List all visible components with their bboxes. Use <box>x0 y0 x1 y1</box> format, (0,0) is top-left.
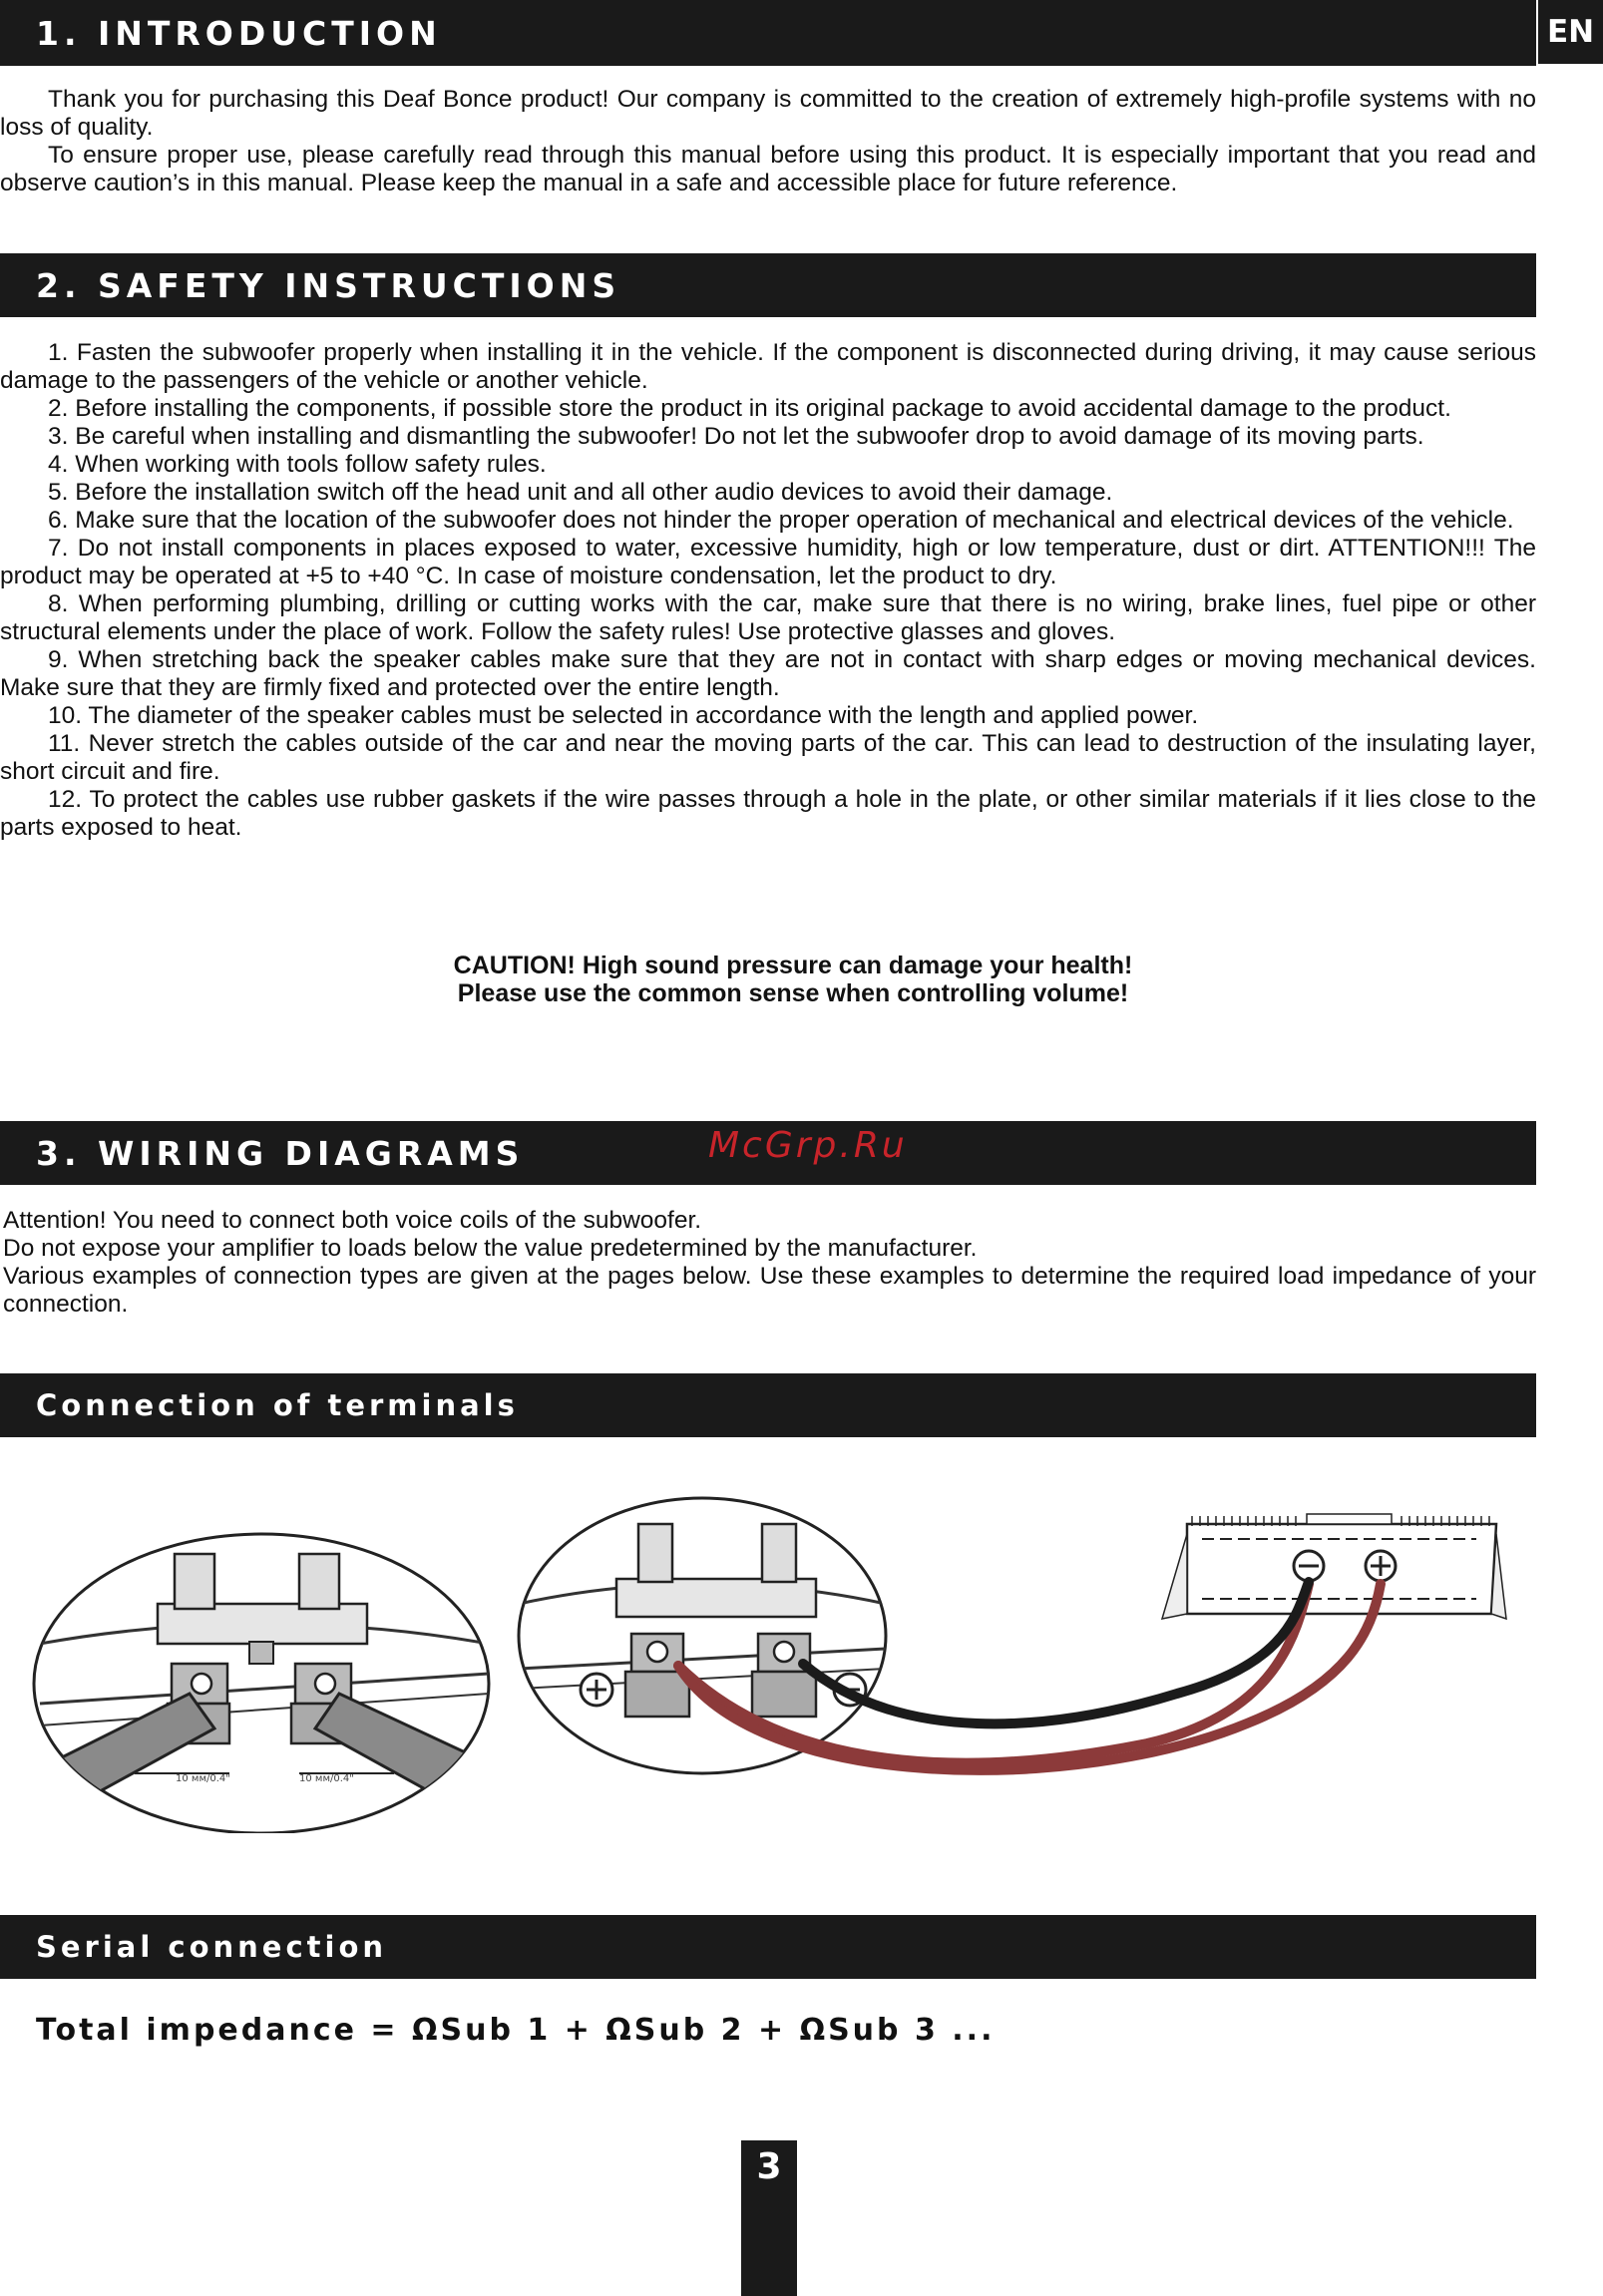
safety-item: 9. When stretching back the speaker cables make sure that they are not in contact with sharp edges or moving mechanical devices. Make sure that they are firmly fixed and protected over the entire length. <box>0 646 1536 701</box>
wiring-line: Various examples of connection types are given at the pages below. Use these examples to determine the required load impedance of your connection. <box>3 1263 1536 1318</box>
section-title: 1. INTRODUCTION <box>36 13 442 53</box>
section-header-terminals <box>0 1373 1536 1437</box>
impedance-formula: Total impedance = ΩSub 1 + ΩSub 2 + ΩSub 3 ... <box>36 2013 996 2048</box>
safety-item: 2. Before installing the components, if possible store the product in its original package to avoid accidental damage to the product. <box>48 395 1451 422</box>
caution-line: CAUTION! High sound pressure can damage your health! <box>453 952 1133 979</box>
intro-paragraph: Thank you for purchasing this Deaf Bonce product! Our company is committed to the creation of extremely high-profile systems with no loss of quality. <box>0 86 1536 141</box>
section-header-introduction <box>0 0 1536 66</box>
section-title: 2. SAFETY INSTRUCTIONS <box>36 265 621 305</box>
strip-length-label: 10 мм/0.4" <box>299 1773 354 1784</box>
safety-item: 7. Do not install components in places exposed to water, excessive humidity, high or low temperature, dust or dirt. ATTENTION!!! The product may be operated at +5 to +40 °C. In case of moisture condensation, let the product to dry. <box>0 535 1536 589</box>
safety-item: 12. To protect the cables use rubber gaskets if the wire passes through a hole in the plate, or other similar materials if it lies close to the parts exposed to heat. <box>0 786 1536 841</box>
inset-terminals <box>519 1498 886 1773</box>
watermark: McGrp.Ru <box>708 1125 908 1166</box>
safety-item: 11. Never stretch the cables outside of the car and near the moving parts of the car. This can lead to destruction of the insulating layer, short circuit and fire. <box>0 730 1536 785</box>
page-number: 3 <box>741 2140 797 2296</box>
wiring-line: Do not expose your amplifier to loads below the value predetermined by the manufacturer. <box>3 1235 978 1262</box>
strip-length-label: 10 мм/0.4" <box>176 1773 230 1784</box>
caution-line: Please use the common sense when controlling volume! <box>457 979 1129 1007</box>
section-title: Serial connection <box>36 1930 388 1964</box>
section-title: Connection of terminals <box>36 1388 519 1422</box>
safety-item: 6. Make sure that the location of the subwoofer does not hinder the proper operation of mechanical and electrical devices of the vehicle. <box>48 507 1514 534</box>
safety-item: 4. When working with tools follow safety rules. <box>48 451 547 478</box>
amplifier <box>1162 1514 1506 1619</box>
caution-notice <box>0 952 1586 1007</box>
safety-item: 5. Before the installation switch off the head unit and all other audio devices to avoid their damage. <box>48 479 1113 506</box>
section-title: 3. WIRING DIAGRAMS <box>36 1133 525 1173</box>
safety-item: 8. When performing plumbing, drilling or cutting works with the car, make sure that there is no wiring, brake lines, fuel pipe or other structural elements under the place of work. Follow the safety rules! Use protective glasses and gloves. <box>0 590 1536 645</box>
section-header-safety <box>0 253 1536 317</box>
section-header-serial <box>0 1915 1536 1979</box>
intro-text <box>0 86 1536 197</box>
safety-item: 3. Be careful when installing and dismantling the subwoofer! Do not let the subwoofer drop to avoid damage of its moving parts. <box>48 423 1424 450</box>
safety-item: 1. Fasten the subwoofer properly when installing it in the vehicle. If the component is disconnected during driving, it may cause serious damage to the passengers of the vehicle or another vehicle. <box>0 339 1536 394</box>
intro-paragraph: To ensure proper use, please carefully read through this manual before using this product. It is especially important that you read and observe caution’s in this manual. Please keep the manual in a safe and accessible place for future reference. <box>0 142 1536 196</box>
safety-item: 10. The diameter of the speaker cables must be selected in accordance with the length and applied power. <box>48 702 1199 729</box>
terminal-connection-figure <box>0 1494 1536 1833</box>
wiring-text <box>3 1207 1536 1319</box>
language-badge: EN <box>1538 0 1603 64</box>
wiring-line: Attention! You need to connect both voice coils of the subwoofer. <box>3 1207 702 1234</box>
safety-list <box>0 339 1536 842</box>
inset-stripped-cables <box>34 1534 489 1833</box>
